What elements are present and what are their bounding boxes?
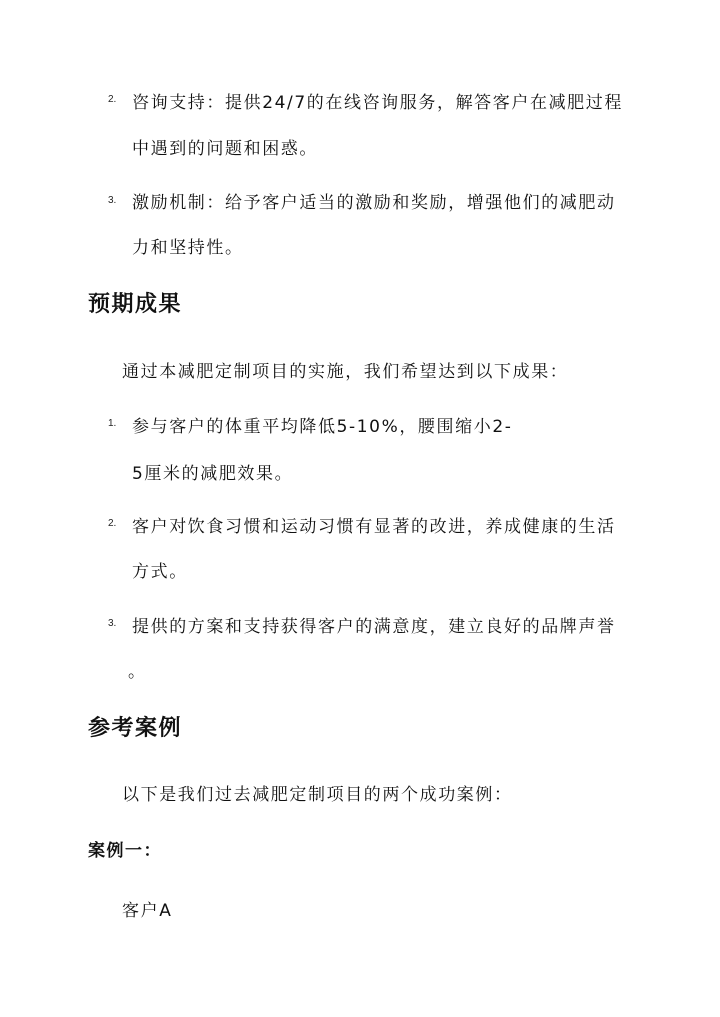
list-item-text: 激励机制：给予客户适当的激励和奖励，增强他们的减肥动 [132,193,616,213]
list-item-text: 咨询支持：提供24/7的在线咨询服务，解答客户在减肥过程 [132,93,623,113]
list-item-text-cont: 方式。 [132,562,188,582]
list-item-text-cont: 5厘米的减肥效果。 [132,464,294,484]
list-item-text-cont: 。 [128,662,147,682]
case-title: 案例一： [88,841,162,861]
cases-intro: 以下是我们过去减肥定制项目的两个成功案例： [122,785,513,805]
list-item-text-cont: 中遇到的问题和困惑。 [132,139,318,159]
list-number: 3. [108,618,117,629]
case-client: 客户A [122,901,173,921]
list-item-text: 提供的方案和支持获得客户的满意度，建立良好的品牌声誉 [132,617,616,637]
list-item-text-cont: 力和坚持性。 [132,238,244,258]
list-number: 2. [108,94,117,105]
results-intro: 通过本减肥定制项目的实施，我们希望达到以下成果： [122,362,569,382]
section-heading-cases: 参考案例 [88,716,183,741]
list-number: 3. [108,195,117,206]
list-number: 2. [108,518,117,529]
list-item-text: 客户对饮食习惯和运动习惯有显著的改进，养成健康的生活 [132,517,616,537]
list-number: 1. [108,418,117,429]
section-heading-results: 预期成果 [88,292,183,317]
list-item-text: 参与客户的体重平均降低5-10%，腰围缩小2- [132,417,513,437]
